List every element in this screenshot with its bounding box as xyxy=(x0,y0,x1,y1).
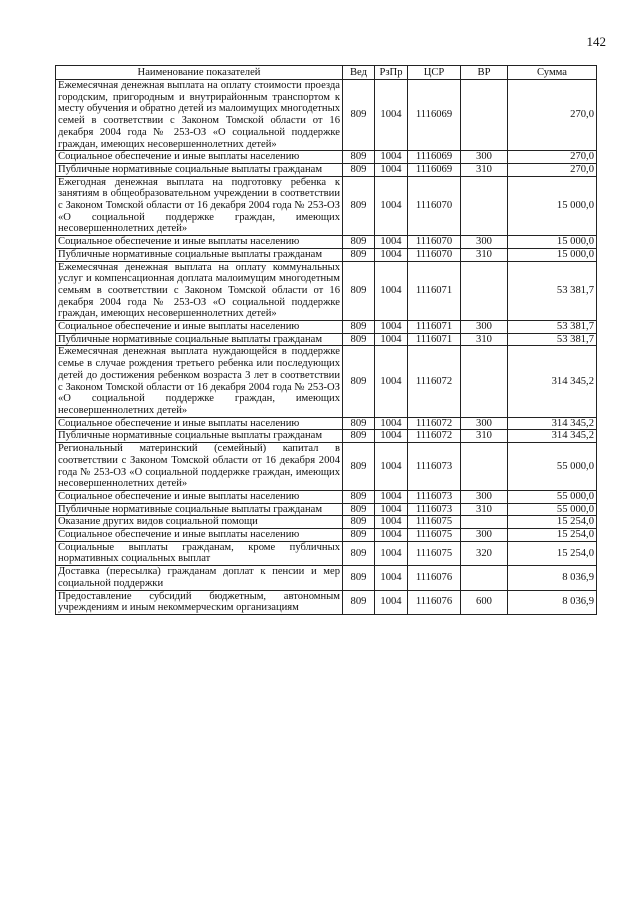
table-header-row xyxy=(56,66,597,80)
row-sum-cell: 15 254,0 xyxy=(508,516,597,529)
table-row xyxy=(56,529,597,542)
row-ved-cell: 809 xyxy=(343,566,375,590)
row-name-cell: Публичные нормативные социальные выплаты гражданам xyxy=(56,503,343,516)
table-row xyxy=(56,443,597,491)
column-header-csr: ЦСР xyxy=(408,66,461,80)
row-ved-cell: 809 xyxy=(343,541,375,565)
table-row xyxy=(56,516,597,529)
row-csr-cell: 1116075 xyxy=(408,541,461,565)
row-rzpr-cell: 1004 xyxy=(375,516,408,529)
row-name-cell: Публичные нормативные социальные выплаты гражданам xyxy=(56,163,343,176)
row-vr-cell xyxy=(461,516,508,529)
row-name-cell: Ежегодная денежная выплата на подготовку ребенка к занятиям в общеобразовательном учреждении в соответствии с Законом Томской области от 16 декабря 2004 года № 253-ОЗ «О социальной поддержке граждан, имеющих несовершеннолетних детей» xyxy=(56,176,343,236)
table-row xyxy=(56,490,597,503)
table-row xyxy=(56,541,597,565)
row-csr-cell: 1116073 xyxy=(408,503,461,516)
row-name-cell: Социальное обеспечение и иные выплаты населению xyxy=(56,236,343,249)
table-row xyxy=(56,503,597,516)
row-rzpr-cell: 1004 xyxy=(375,503,408,516)
row-name-cell: Ежемесячная денежная выплата на оплату стоимости проезда городским, пригородным и внутрирайонным транспортом к месту обучения и обратно детей из малоимущих многодетных семей в соответствии с Законом Томской области от 16 декабря 2004 года № 253-ОЗ «О социальной поддержке граждан, имеющих несовершеннолетних детей» xyxy=(56,80,343,151)
row-sum-cell: 53 381,7 xyxy=(508,333,597,346)
row-name-cell: Ежемесячная денежная выплата на оплату коммунальных услуг и компенсационная доплата малоимущим многодетным семьям в соответствии с Законом Томской области от 16 декабря 2004 года № 253-ОЗ «О социальной поддержке граждан, имеющих несовершеннолетних детей» xyxy=(56,261,343,321)
column-header-rzpr: РзПр xyxy=(375,66,408,80)
table-row xyxy=(56,346,597,417)
row-rzpr-cell: 1004 xyxy=(375,541,408,565)
row-vr-cell: 310 xyxy=(461,430,508,443)
row-sum-cell: 314 345,2 xyxy=(508,430,597,443)
row-ved-cell: 809 xyxy=(343,321,375,334)
row-ved-cell: 809 xyxy=(343,503,375,516)
row-vr-cell xyxy=(461,443,508,491)
row-ved-cell: 809 xyxy=(343,443,375,491)
row-vr-cell: 300 xyxy=(461,321,508,334)
table-row xyxy=(56,80,597,151)
row-name-cell: Социальное обеспечение и иные выплаты населению xyxy=(56,529,343,542)
row-sum-cell: 55 000,0 xyxy=(508,490,597,503)
row-vr-cell: 310 xyxy=(461,333,508,346)
row-name-cell: Предоставление субсидий бюджетным, автономным учреждениям и иным некоммерческим организациям xyxy=(56,590,343,614)
row-csr-cell: 1116076 xyxy=(408,590,461,614)
row-csr-cell: 1116070 xyxy=(408,176,461,236)
row-name-cell: Региональный материнский (семейный) капитал в соответствии с Законом Томской области от 16 декабря 2004 года № 253-ОЗ «О социальной поддержке граждан, имеющих несовершеннолетних детей» xyxy=(56,443,343,491)
column-header-vr: ВР xyxy=(461,66,508,80)
row-name-cell: Ежемесячная денежная выплата нуждающейся в поддержке семье в случае рождения третьего ребенка или последующих детей до достижения ребенком возраста 3 лет в соответствии с Законом Томской области от 16 декабря 2004 года № 253-ОЗ «О социальной поддержке граждан, имеющих несовершеннолетних детей» xyxy=(56,346,343,417)
table-row xyxy=(56,176,597,236)
row-name-cell: Социальное обеспечение и иные выплаты населению xyxy=(56,417,343,430)
row-csr-cell: 1116069 xyxy=(408,80,461,151)
row-name-cell: Публичные нормативные социальные выплаты гражданам xyxy=(56,430,343,443)
column-header-ved: Вед xyxy=(343,66,375,80)
row-rzpr-cell: 1004 xyxy=(375,333,408,346)
row-sum-cell: 15 254,0 xyxy=(508,529,597,542)
row-vr-cell: 320 xyxy=(461,541,508,565)
row-rzpr-cell: 1004 xyxy=(375,346,408,417)
row-csr-cell: 1116071 xyxy=(408,261,461,321)
row-rzpr-cell: 1004 xyxy=(375,80,408,151)
row-vr-cell: 310 xyxy=(461,503,508,516)
row-name-cell: Доставка (пересылка) гражданам доплат к пенсии и мер социальной поддержки xyxy=(56,566,343,590)
row-ved-cell: 809 xyxy=(343,261,375,321)
row-ved-cell: 809 xyxy=(343,151,375,164)
row-ved-cell: 809 xyxy=(343,490,375,503)
row-sum-cell: 270,0 xyxy=(508,80,597,151)
row-rzpr-cell: 1004 xyxy=(375,261,408,321)
table-row xyxy=(56,417,597,430)
row-ved-cell: 809 xyxy=(343,516,375,529)
row-rzpr-cell: 1004 xyxy=(375,529,408,542)
table-row xyxy=(56,163,597,176)
row-csr-cell: 1116072 xyxy=(408,346,461,417)
row-ved-cell: 809 xyxy=(343,529,375,542)
row-ved-cell: 809 xyxy=(343,163,375,176)
row-sum-cell: 270,0 xyxy=(508,151,597,164)
row-csr-cell: 1116073 xyxy=(408,443,461,491)
row-ved-cell: 809 xyxy=(343,236,375,249)
row-ved-cell: 809 xyxy=(343,590,375,614)
table-row xyxy=(56,430,597,443)
row-rzpr-cell: 1004 xyxy=(375,248,408,261)
row-csr-cell: 1116069 xyxy=(408,163,461,176)
table-row xyxy=(56,321,597,334)
row-rzpr-cell: 1004 xyxy=(375,490,408,503)
row-sum-cell: 314 345,2 xyxy=(508,417,597,430)
table-row xyxy=(56,590,597,614)
row-vr-cell xyxy=(461,346,508,417)
row-vr-cell xyxy=(461,80,508,151)
row-ved-cell: 809 xyxy=(343,248,375,261)
row-csr-cell: 1116075 xyxy=(408,516,461,529)
row-name-cell: Социальные выплаты гражданам, кроме публичных нормативных социальных выплат xyxy=(56,541,343,565)
row-sum-cell: 314 345,2 xyxy=(508,346,597,417)
page-number: 142 xyxy=(586,34,606,49)
row-csr-cell: 1116073 xyxy=(408,490,461,503)
row-ved-cell: 809 xyxy=(343,430,375,443)
row-rzpr-cell: 1004 xyxy=(375,443,408,491)
row-csr-cell: 1116071 xyxy=(408,333,461,346)
table-row xyxy=(56,248,597,261)
table-row xyxy=(56,566,597,590)
row-vr-cell: 300 xyxy=(461,151,508,164)
row-rzpr-cell: 1004 xyxy=(375,417,408,430)
row-vr-cell: 300 xyxy=(461,490,508,503)
row-ved-cell: 809 xyxy=(343,176,375,236)
row-rzpr-cell: 1004 xyxy=(375,566,408,590)
row-name-cell: Публичные нормативные социальные выплаты гражданам xyxy=(56,333,343,346)
row-sum-cell: 15 254,0 xyxy=(508,541,597,565)
row-sum-cell: 53 381,7 xyxy=(508,261,597,321)
row-sum-cell: 53 381,7 xyxy=(508,321,597,334)
row-name-cell: Социальное обеспечение и иные выплаты населению xyxy=(56,321,343,334)
row-csr-cell: 1116070 xyxy=(408,248,461,261)
row-ved-cell: 809 xyxy=(343,333,375,346)
column-header-sum: Сумма xyxy=(508,66,597,80)
row-name-cell: Оказание других видов социальной помощи xyxy=(56,516,343,529)
row-csr-cell: 1116069 xyxy=(408,151,461,164)
row-csr-cell: 1116072 xyxy=(408,430,461,443)
row-vr-cell xyxy=(461,261,508,321)
row-csr-cell: 1116070 xyxy=(408,236,461,249)
row-sum-cell: 55 000,0 xyxy=(508,443,597,491)
row-vr-cell: 300 xyxy=(461,236,508,249)
row-sum-cell: 8 036,9 xyxy=(508,590,597,614)
row-ved-cell: 809 xyxy=(343,346,375,417)
column-header-name: Наименование показателей xyxy=(56,66,343,80)
row-csr-cell: 1116075 xyxy=(408,529,461,542)
row-vr-cell: 300 xyxy=(461,529,508,542)
row-name-cell: Социальное обеспечение и иные выплаты населению xyxy=(56,151,343,164)
row-vr-cell xyxy=(461,566,508,590)
table-row xyxy=(56,151,597,164)
row-sum-cell: 270,0 xyxy=(508,163,597,176)
row-csr-cell: 1116072 xyxy=(408,417,461,430)
row-rzpr-cell: 1004 xyxy=(375,430,408,443)
table-row xyxy=(56,236,597,249)
budget-table xyxy=(55,65,597,615)
table-row xyxy=(56,261,597,321)
row-rzpr-cell: 1004 xyxy=(375,163,408,176)
row-sum-cell: 15 000,0 xyxy=(508,248,597,261)
row-rzpr-cell: 1004 xyxy=(375,590,408,614)
row-sum-cell: 55 000,0 xyxy=(508,503,597,516)
row-sum-cell: 15 000,0 xyxy=(508,236,597,249)
row-name-cell: Публичные нормативные социальные выплаты гражданам xyxy=(56,248,343,261)
row-vr-cell xyxy=(461,176,508,236)
row-vr-cell: 310 xyxy=(461,248,508,261)
table-row xyxy=(56,333,597,346)
row-sum-cell: 15 000,0 xyxy=(508,176,597,236)
row-ved-cell: 809 xyxy=(343,80,375,151)
row-csr-cell: 1116071 xyxy=(408,321,461,334)
row-rzpr-cell: 1004 xyxy=(375,321,408,334)
row-vr-cell: 300 xyxy=(461,417,508,430)
row-name-cell: Социальное обеспечение и иные выплаты населению xyxy=(56,490,343,503)
row-vr-cell: 600 xyxy=(461,590,508,614)
row-rzpr-cell: 1004 xyxy=(375,236,408,249)
row-rzpr-cell: 1004 xyxy=(375,176,408,236)
row-vr-cell: 310 xyxy=(461,163,508,176)
row-ved-cell: 809 xyxy=(343,417,375,430)
row-csr-cell: 1116076 xyxy=(408,566,461,590)
row-rzpr-cell: 1004 xyxy=(375,151,408,164)
row-sum-cell: 8 036,9 xyxy=(508,566,597,590)
